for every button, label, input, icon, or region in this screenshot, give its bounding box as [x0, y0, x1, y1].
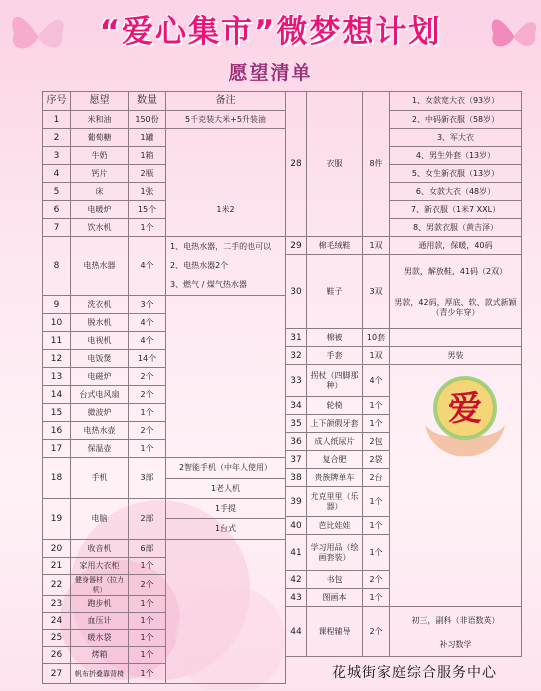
- table-row: 2 葡萄糖 1罐 1米2: [43, 129, 286, 147]
- table-row: 36 成人纸尿片 2包: [286, 433, 522, 451]
- heart-character: 爱: [448, 389, 482, 429]
- table-row: 4 钙片 2瓶: [43, 165, 286, 183]
- header-wish: 愿望: [71, 92, 129, 111]
- header-no: 序号: [43, 92, 71, 111]
- table-row: 34 轮椅 1个: [286, 397, 522, 415]
- table-row: 17 保温壶 1个: [43, 440, 286, 458]
- footer-organization: 花城街家庭综合服务中心: [332, 665, 497, 681]
- table-row: 44 课程辅导 2个 初三，副科（非语数英）: [286, 607, 522, 635]
- page-subtitle: 愿望清单: [228, 62, 313, 84]
- table-row: 39 尤克里里（乐器） 1个: [286, 487, 522, 517]
- table-row: 10 脱水机 4个: [43, 314, 286, 332]
- table-row: 6 电暖炉 15个: [43, 201, 286, 219]
- table-row: 33 拐杖（四脚那种） 4个: [286, 365, 522, 397]
- table-row: 13 电磁炉 2个: [43, 368, 286, 386]
- table-row: 3 牛奶 1箱: [43, 147, 286, 165]
- table-row: 24 血压计 1个: [43, 613, 286, 630]
- table-row: 41 学习用品（绘画套装） 1个: [286, 535, 522, 571]
- header-note: 备注: [166, 92, 286, 111]
- wish-table-right: 28 衣服 8件 1、女款宽大衣（93岁） 2、中码新衣服（58岁） 3、军大衣 4、男生外套（13岁） 5、女生新衣服（13岁） 6、女款大衣（48岁） 7、新衣服（1米7 XXL） 8、男款衣服（黄吉泽） 29 棉毛绒鞋 1双 通用款，保暖，40码 30 鞋子 3双 男款，解放鞋，41码（2双） 男款，42码，厚底、软、款式新颖（青少年穿） 31 棉被 10套 32 手套 1双 男装 33 拐杖（四脚那种） 4个 34 轮椅 1个 35 上下颌假牙套 1个 36 成人纸尿片 2包 37 复合肥 2袋 38 贵族牌单车 2台 39 尤克里里（乐器） 1个 40 芭比娃娃 1个 41 学习用品（绘画套装） 1个 42 书包 2个 43 图画本 1个 44 课程辅导 2个 初三，副科（非语数英） 补习数学: [285, 91, 522, 657]
- table-row: 27 帆布折叠靠背椅 1个: [43, 664, 286, 684]
- page-title: “爱心集市”微梦想计划: [99, 14, 442, 50]
- table-row: 5 床 1张: [43, 183, 286, 201]
- table-row: 37 复合肥 2袋: [286, 451, 522, 469]
- table-row: 38 贵族牌单车 2台: [286, 469, 522, 487]
- table-row: 22 健身器材（拉力机） 2个: [43, 575, 286, 596]
- table-row: 1 米和油 150份 5千克装大米+5升装油: [43, 111, 286, 129]
- table-row: 16 电热水壶 2个: [43, 422, 286, 440]
- header-qty: 数量: [129, 92, 166, 111]
- table-row: 9 洗衣机 3个: [43, 296, 286, 314]
- table-row: 40 芭比娃娃 1个: [286, 517, 522, 535]
- table-row: 11 电视机 4个: [43, 332, 286, 350]
- love-hands-emblem-icon: [420, 370, 510, 460]
- table-row: 7 饮水机 1个: [43, 219, 286, 237]
- table-row: 19 电脑 2部 1手提: [43, 499, 286, 519]
- table-row: 29 棉毛绒鞋 1双 通用款，保暖，40码: [286, 237, 522, 255]
- table-row: 32 手套 1双 男装: [286, 347, 522, 365]
- table-row: 25 暖水袋 1个: [43, 630, 286, 647]
- table-row: 20 收音机 6部: [43, 540, 286, 558]
- table-row: 42 书包 2个: [286, 571, 522, 589]
- table-row: 35 上下颌假牙套 1个: [286, 415, 522, 433]
- table-row: 43 图画本 1个: [286, 589, 522, 607]
- table-row: 28 衣服 8件 1、女款宽大衣（93岁）: [286, 92, 522, 111]
- table-row: 14 台式电风扇 2个: [43, 386, 286, 404]
- table-row: 26 烤箱 1个: [43, 647, 286, 664]
- table-row: 21 家用大衣柜 1个: [43, 558, 286, 575]
- table-row: 18 手机 3部 2智能手机（中年人使用）: [43, 458, 286, 479]
- table-row: 30 鞋子 3双 男款，解放鞋，41码（2双）: [286, 255, 522, 289]
- table-row: 23 跑步机 1个: [43, 596, 286, 613]
- wish-table-left: 序号 愿望 数量 备注 1 米和油 150份 5千克装大米+5升装油 2 葡萄糖 1罐 1米2 3 牛奶 1箱 4 钙片 2瓶 5 床 1张 6 电暖炉 15个 7 饮水机 1个 8 电热水器 4个 1、电热水器，二手的也可以 2、电热水器2个 3、燃气 / 煤气热水器 9 洗衣机 3个 10 脱水机 4个 11 电视机 4个 12 电饭煲 14个 13 电磁炉 2个 14 台式电风扇 2个 15 微波炉 1个 16 电热水壶 2个 17 保温壶 1个 18 手机 3部 2智能手机（中年人使用） 1老人机 19 电脑 2部 1手提 1台式 20 收音机 6部 21 家用大衣柜 1个 22 健身器材（拉力机） 2个 23 跑步机 1个 24 血压计 1个 25 暖水袋 1个 26 烤箱 1个 27 帆布折叠靠背椅 1个: [42, 91, 286, 684]
- table-row: 15 微波炉 1个: [43, 404, 286, 422]
- table-row: 8 电热水器 4个 1、电热水器，二手的也可以: [43, 237, 286, 257]
- table-row: 12 电饭煲 14个: [43, 350, 286, 368]
- table-row: 31 棉被 10套: [286, 329, 522, 347]
